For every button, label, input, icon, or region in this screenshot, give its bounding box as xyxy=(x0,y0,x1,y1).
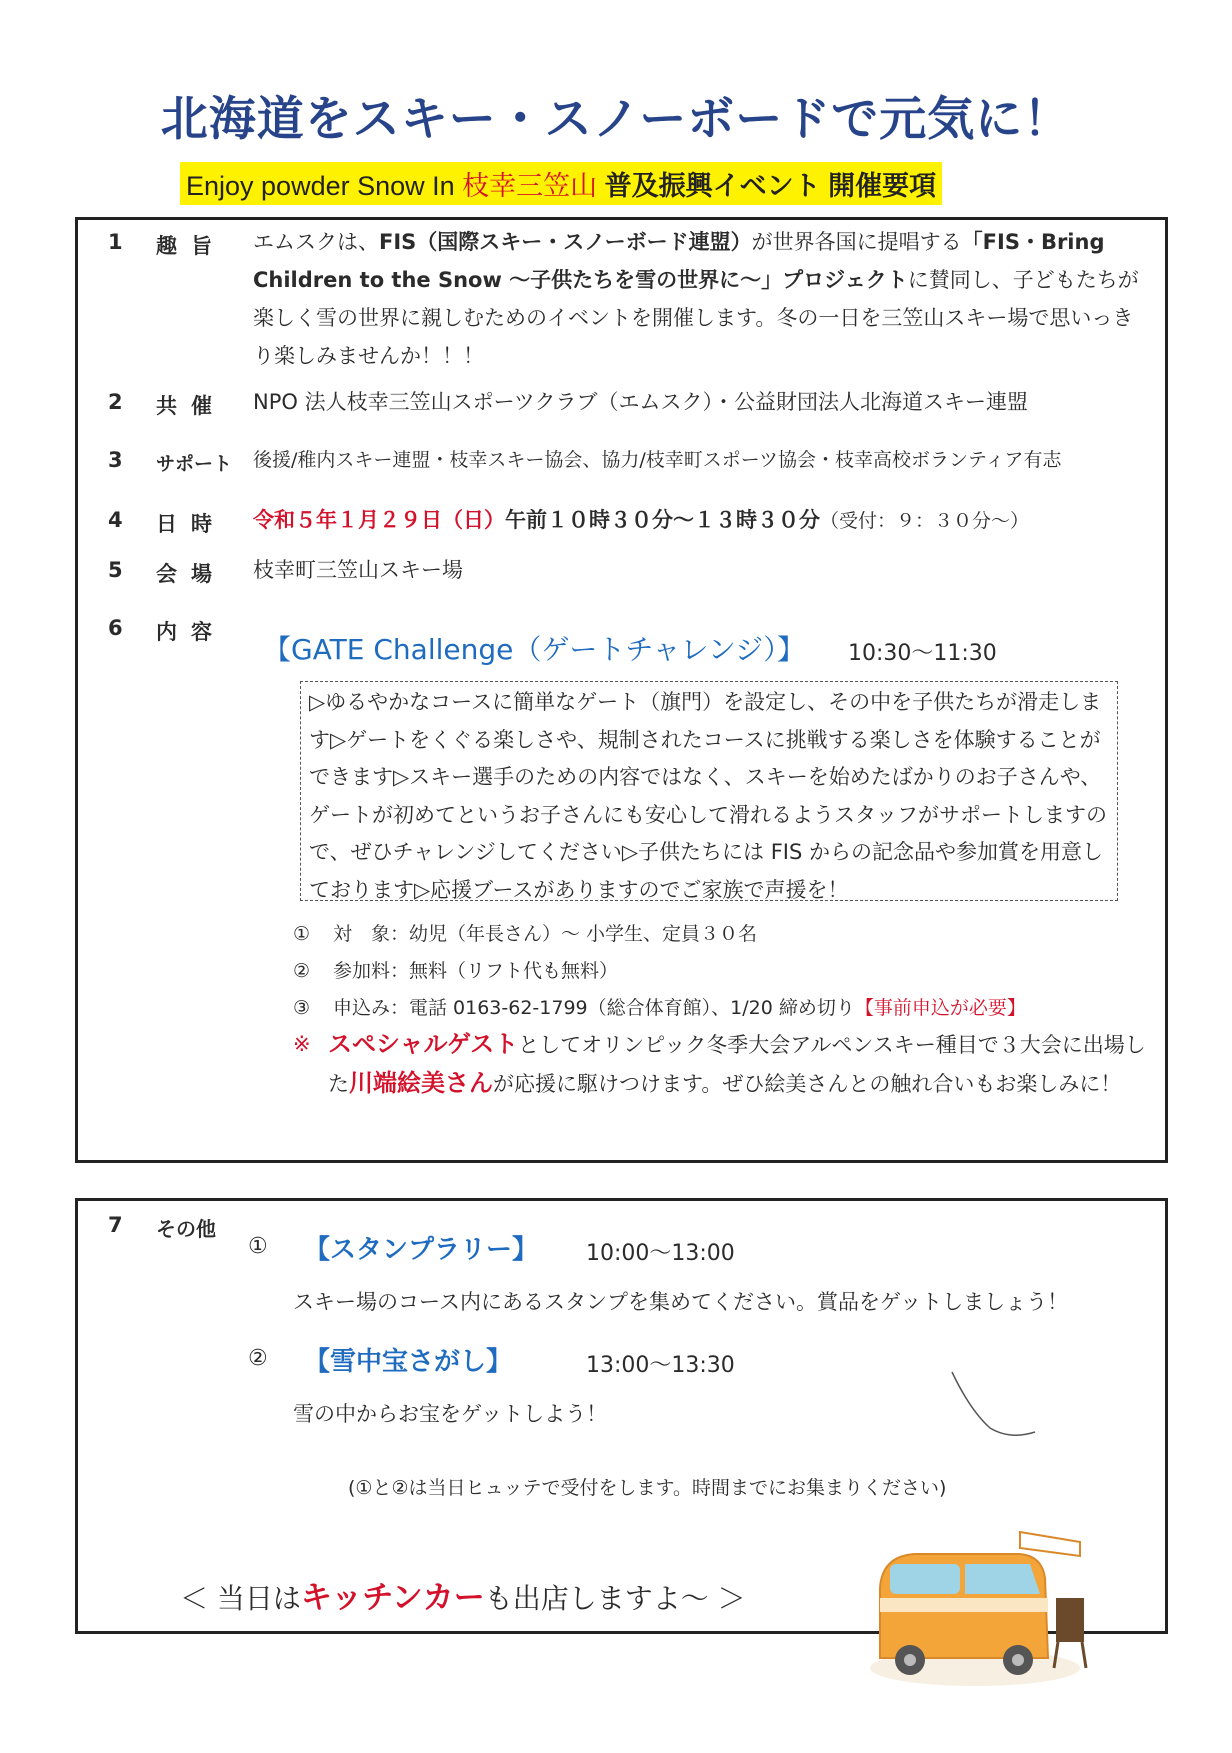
kitchen-car-notice: ＜ 当日はキッチンカーも出店しますよ～ ＞ xyxy=(180,1580,746,1616)
section-1-text: エムスクは、FIS（国際スキー・スノーボード連盟）が世界各国に提唱する「FIS・Bring Children to the Snow ～子供たちを雪の世界に～」プロジェクトに賛同し、子どもたちが楽しく雪の世界に親しむためのイベントを開催します。冬の一日を三笠山スキー場で思いっきり楽しみませんか！！！ xyxy=(253,230,1139,368)
main-info-box: 1 趣旨 エムスクは、FIS（国際スキー・スノーボード連盟）が世界各国に提唱する「FIS・Bring Children to the Snow ～子供たちを雪の世界に～」プロジェクトに賛同し、子どもたちが楽しく雪の世界に親しむためのイベントを開催します。冬の一日を三笠山スキー場で思いっきり楽しみませんか！！！ 2 共催 NPO 法人枝幸三笠山スポーツクラブ（エムスク）・公益財団法人北海道スキー連盟 3 サポート 後援/稚内スキー連盟・枝幸スキー協会、協力/枝幸町スポーツ協会・枝幸高校ボランティア有志 4 日時 令和５年１月２９日（日）午前１０時３０分～１３時３０分（受付：９：３０分～） 5 会場 枝幸町三笠山スキー場 6 内容 【GATE Challenge（ゲートチャレンジ）】 10:30～11:30 ▷ゆるやかなコースに簡単なゲート（旗門）を設定し、その中を子供たちが滑走します▷ゲートをくぐる楽しさや、規制されたコースに挑戦する楽しさを体験することができます▷スキー選手のための内容ではなく、スキーを始めたばかりのお子さんや、ゲートが初めてというお子さんにも安心して滑れるようスタッフがサポートしますので、ぜひチャレンジしてください▷子供たちには FIS からの記念品や参加賞を用意しております▷応援ブースがありますのでご家族で声援を！ ① 対 象：幼児（年長さん）～ 小学生、定員３０名 ② 参加料：無料（リフト代も無料） ③ 申込み：電話 0163-62-1799（総合体育館）、1/20 締め切り【事前申込が必要】 ※ スペシャルゲストとしてオリンピック冬季大会アルペンスキー種目で３大会に出場した川端絵美さんが応援に駆けつけます。ぜひ絵美さんとの触れ合いもお楽しみに！ xyxy=(75,217,1168,1163)
stamp-rally-title: 【スタンプラリー】 xyxy=(304,1235,539,1265)
subtitle-part1: Enjoy powder Snow In xyxy=(186,171,463,201)
treasure-hunt-text: 雪の中からお宝をゲットしよう！ xyxy=(293,1402,608,1426)
list-item: ① 対 象：幼児（年長さん）～ 小学生、定員３０名 xyxy=(293,923,758,945)
section-1-label: 趣旨 xyxy=(156,234,226,258)
event-date: 令和５年１月２９日（日） xyxy=(253,508,505,532)
reception-note: (①と②は当日ヒュッテで受付をします。時間までにお集まりください) xyxy=(348,1477,947,1499)
list-item: ② 参加料：無料（リフト代も無料） xyxy=(293,960,619,982)
stamp-rally-time: 10:00～13:00 xyxy=(586,1241,735,1266)
kitchen-car-icon xyxy=(870,1528,1090,1688)
gate-challenge-description: ▷ゆるやかなコースに簡単なゲート（旗門）を設定し、その中を子供たちが滑走します▷ゲートをくぐる楽しさや、規制されたコースに挑戦する楽しさを体験することができます▷スキー選手のための内容ではなく、スキーを始めたばかりのお子さんや、ゲートが初めてというお子さんにも安心して滑れるようスタッフがサポートしますので、ぜひチャレンジしてください▷子供たちには FIS からの記念品や参加賞を用意しております▷応援ブースがありますのでご家族で声援を！ xyxy=(300,681,1118,901)
section-6-label: 内容 xyxy=(156,620,226,644)
treasure-hunt-time: 13:00～13:30 xyxy=(586,1353,735,1378)
section-7-label: その他 xyxy=(156,1217,216,1241)
special-guest-label: スペシャルゲスト xyxy=(328,1030,519,1058)
section-2-num: 2 xyxy=(108,390,123,414)
item1-mark: ① xyxy=(248,1234,268,1259)
item2-mark: ② xyxy=(248,1346,268,1371)
section-7-num: 7 xyxy=(108,1213,123,1237)
section-4-num: 4 xyxy=(108,508,123,532)
list-item: ③ 申込み：電話 0163-62-1799（総合体育館）、1/20 締め切り【事前申込が必要】 xyxy=(293,997,1026,1019)
section-6-num: 6 xyxy=(108,616,123,640)
section-3-num: 3 xyxy=(108,448,123,472)
page-title: 北海道をスキー・スノーボードで元気に！ xyxy=(160,92,1072,147)
subtitle-part3: 普及振興イベント 開催要項 xyxy=(597,171,937,201)
section-1-num: 1 xyxy=(108,230,123,254)
section-3-label: サポート xyxy=(156,453,233,475)
stamp-rally-text: スキー場のコース内にあるスタンプを集めてください。賞品をゲットしましょう！ xyxy=(293,1290,1069,1314)
section-2-text: NPO 法人枝幸三笠山スポーツクラブ（エムスク）・公益財団法人北海道スキー連盟 xyxy=(253,390,1029,414)
section-4-text xyxy=(253,501,1148,540)
pen-mark-icon xyxy=(950,1370,1040,1440)
reception-time: （受付：９：３０分～） xyxy=(820,510,1030,532)
gate-challenge-title: 【GATE Challenge（ゲートチャレンジ）】 xyxy=(263,633,806,666)
section-5-num: 5 xyxy=(108,558,123,582)
guest-name: 川端絵美さん xyxy=(349,1068,493,1097)
section-5-label: 会場 xyxy=(156,562,226,586)
gate-challenge-time: 10:30～11:30 xyxy=(848,641,997,666)
treasure-hunt-title: 【雪中宝さがし】 xyxy=(304,1347,513,1377)
section-4-label: 日時 xyxy=(156,512,226,536)
registration-required-note: 【事前申込が必要】 xyxy=(854,997,1026,1019)
section-2-label: 共催 xyxy=(156,394,226,418)
subtitle xyxy=(180,162,942,205)
subtitle-location: 枝幸三笠山 xyxy=(462,171,598,201)
section-5-text: 枝幸町三笠山スキー場 xyxy=(253,558,463,582)
event-time: 午前１０時３０分～１３時３０分 xyxy=(505,508,820,532)
section-3-text: 後援/稚内スキー連盟・枝幸スキー協会、協力/枝幸町スポーツ協会・枝幸高校ボランティア有志 xyxy=(253,449,1062,471)
